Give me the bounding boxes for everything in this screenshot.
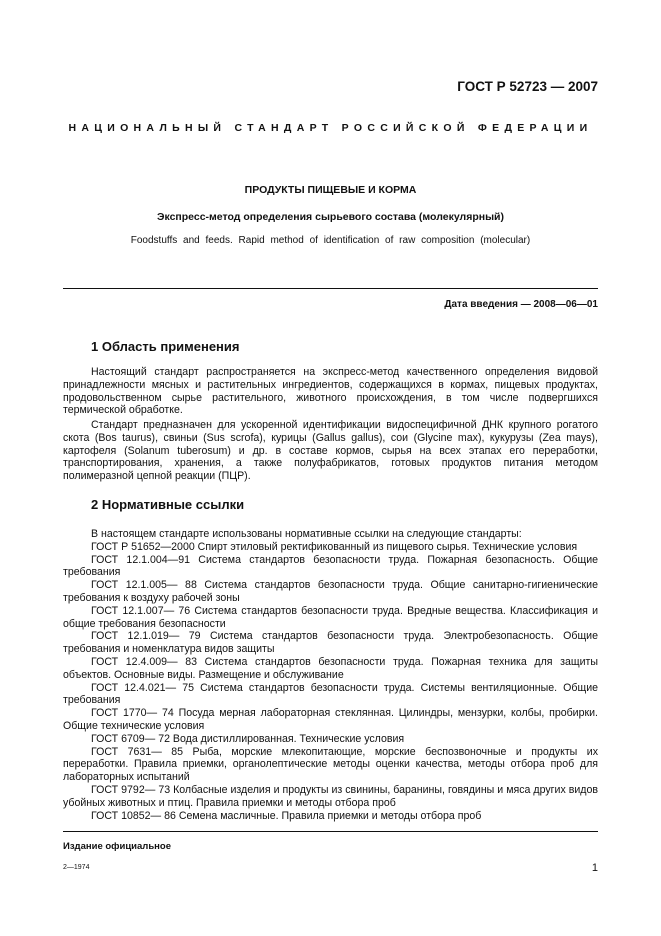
- divider: [63, 288, 598, 289]
- reference-item: ГОСТ 12.1.019— 79 Система стандартов безопасности труда. Электробезопасность. Общие требования и номенклатура видов защиты: [63, 630, 598, 656]
- paragraph: Стандарт предназначен для ускоренной идентификации видоспецифичной ДНК крупного рогатого скота (Bos taurus), свиньи (Sus scrofa), курицы (Gallus gallus), сои (Glycine max), кукурузы (Zea mays), картофеля (Solanum tuberosum) и др. в составе кормов, сырья на всех этапах его переработки, транспортирования, хранения, а также полуфабрикатов, готовых продуктов питания методом полимеразной цепной реакции (ПЦР).: [63, 419, 598, 483]
- reference-item: ГОСТ Р 51652—2000 Спирт этиловый ректификованный из пищевого сырья. Технические условия: [91, 540, 578, 553]
- reference-item: ГОСТ 10852— 86 Семена масличные. Правила приемки и методы отбора проб: [91, 809, 482, 822]
- reference-item: ГОСТ 9792— 73 Колбасные изделия и продукты из свинины, баранины, говядины и мяса других видов убойных животных и птиц. Правила приемки и методы отбора проб: [63, 783, 598, 809]
- reference-item: ГОСТ 12.4.009— 83 Система стандартов безопасности труда. Пожарная техника для защиты объектов. Основные виды. Размещение и обслуживание: [63, 655, 598, 681]
- document-title: ПРОДУКТЫ ПИЩЕВЫЕ И КОРМА: [244, 184, 417, 196]
- reference-item: ГОСТ 6709— 72 Вода дистиллированная. Технические условия: [91, 732, 405, 745]
- section-heading-references: 2 Нормативные ссылки: [91, 497, 245, 512]
- paragraph: Настоящий стандарт распространяется на экспресс-метод качественного определения видовой принадлежности мясных и растительных ингредиентов, содержащихся в кормах, пищевых продуктах, продовольственном сырье растительного, животного происхождения, в том числе подвергшихся термической обработке.: [63, 366, 598, 417]
- section-heading-scope: 1 Область применения: [91, 339, 240, 354]
- footer-divider: [63, 831, 598, 832]
- english-title: Foodstuffs and feeds. Rapid method of identification of raw composition (molecular): [130, 235, 531, 246]
- document-code: ГОСТ Р 52723 — 2007: [457, 79, 598, 94]
- edition-label: Издание официальное: [63, 841, 171, 852]
- intro-date: Дата введения — 2008—06—01: [444, 299, 598, 310]
- reference-item: ГОСТ 12.1.004—91 Система стандартов безопасности труда. Пожарная безопасность. Общие требования: [63, 553, 598, 579]
- national-standard-banner: НАЦИОНАЛЬНЫЙ СТАНДАРТ РОССИЙСКОЙ ФЕДЕРАЦИИ: [68, 122, 593, 134]
- reference-item: ГОСТ 12.1.005— 88 Система стандартов безопасности труда. Общие санитарно-гигиенические требования к воздуху рабочей зоны: [63, 579, 598, 604]
- reference-item: ГОСТ 7631— 85 Рыба, морские млекопитающие, морские беспозвоночные и продукты их переработки. Правила приемки, органолептические методы оценки качества, методы отбора проб для лабораторных испытаний: [63, 745, 598, 784]
- reference-item: ГОСТ 12.4.021— 75 Система стандартов безопасности труда. Системы вентиляционные. Общие требования: [63, 681, 598, 707]
- print-code: 2—1974: [63, 864, 90, 871]
- document-subtitle: Экспресс-метод определения сырьевого состава (молекулярный): [156, 211, 504, 223]
- reference-item: В настоящем стандарте использованы нормативные ссылки на следующие стандарты:: [91, 528, 522, 540]
- reference-item: ГОСТ 1770— 74 Посуда мерная лабораторная стеклянная. Цилиндры, мензурки, колбы, пробирки. Общие технические условия: [63, 707, 598, 732]
- reference-item: ГОСТ 12.1.007— 76 Система стандартов безопасности труда. Вредные вещества. Классификация и общие требования безопасности: [63, 604, 598, 630]
- page-number: 1: [591, 862, 598, 874]
- references-list: [63, 528, 598, 822]
